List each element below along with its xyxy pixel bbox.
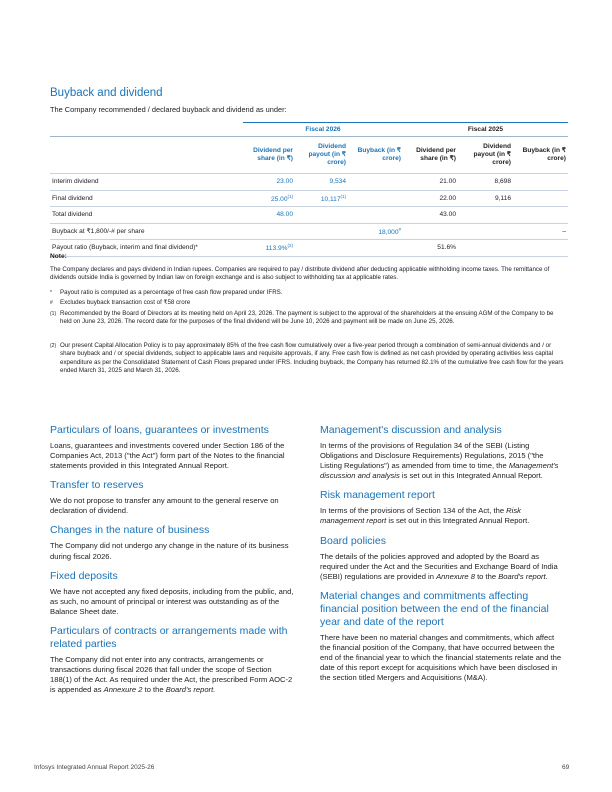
cell xyxy=(348,240,403,257)
cell: 48.00 xyxy=(243,207,295,224)
cell: 25.00$^{(1)}$ xyxy=(243,190,295,207)
para-reserves: We do not propose to transfer any amount to the general reserve on declaration of dividend. xyxy=(50,496,279,516)
footnote-text: Recommended by the Board of Directors at its meeting held on April 23, 2026. The payment is subject to the approval of the shareholders at the ensuing AGM of the Company to be held on June 23, 2026. The record date for the purposes of the final dividend will be June 10, 2026 and payment will be made on June 25, 2026. xyxy=(60,310,554,326)
col-payout-current: Dividend payout (in ₹ crore) xyxy=(295,137,348,174)
cell: 51.6% xyxy=(403,240,458,257)
cell: 23.00 xyxy=(243,174,295,191)
footnote-mark: (2) xyxy=(50,343,57,349)
footnote xyxy=(50,299,566,308)
cell xyxy=(513,240,568,257)
para-mda: In terms of the provisions of Regulation 34 of the SEBI (Listing Obligations and Disclosure Requirements) Regulations, 2015 ("the Listing Regulations") as amended from time to time, the Management's discussion and analysis is set out in this Integrated Annual Report. xyxy=(320,441,559,481)
table-row xyxy=(50,207,568,224)
para-board-policies: The details of the policies approved and adopted by the Board as required under the Act and the Securities and Exchange Board of India (SEBI) regulations are provided in Annexure 8 to the Board's report. xyxy=(320,551,558,581)
table-row xyxy=(50,174,568,191)
para-material-changes: There have been no material changes and commitments, which affect the financial position of the Company, that have occurred between the end of the financial year to which the financial statements relate and the date of this report except for acquisitions which have been disclosed in the section titled Mergers and Acquisitions (M&A). xyxy=(320,632,562,683)
row-label: Total dividend xyxy=(50,207,243,224)
section-title: Buyback and dividend xyxy=(50,87,163,99)
buyback-dividend-table xyxy=(50,122,568,257)
cell: 10,117$^{(1)}$ xyxy=(295,190,348,207)
table-row xyxy=(50,190,568,207)
cell: 21.00 xyxy=(403,174,458,191)
heading-related-parties: Particulars of contracts or arrangements made with related parties xyxy=(50,624,288,650)
para-risk: In terms of the provisions of Section 134 of the Act, the Risk management report is set out in this Integrated Annual Report. xyxy=(320,506,530,526)
footnote-text: Payout ratio is computed as a percentage of free cash flow prepared under IFRS. xyxy=(60,289,283,296)
cell xyxy=(458,240,513,257)
heading-material-changes: Material changes and commitments affecting financial position between the end of the financial year and date of the report xyxy=(320,589,549,628)
note-body: The Company declares and pays dividend in Indian rupees. Companies are required to pay / distribute dividend after deducting applicable withholding income taxes. The remittance of dividends outside India is governed by Indian law on foreign exchange and is also subject to withholding tax at applicable rates. xyxy=(50,266,550,282)
cell: 8,698 xyxy=(458,174,513,191)
col-buyback-current: Buyback (in ₹ crore) xyxy=(348,137,403,174)
cell xyxy=(348,190,403,207)
row-label: Final dividend xyxy=(50,190,243,207)
heading-mda: Management's discussion and analysis xyxy=(320,424,502,436)
row-label: Interim dividend xyxy=(50,174,243,191)
cell xyxy=(348,174,403,191)
heading-fixed-deposits: Fixed deposits xyxy=(50,569,118,582)
right-column xyxy=(320,424,564,691)
footnote-mark: (1) xyxy=(50,311,57,317)
footnote-text: Excludes buyback transaction cost of ₹58 crore xyxy=(60,299,191,306)
footnote-mark: * xyxy=(50,290,52,296)
row-label: Buyback at ₹1,800/-# per share xyxy=(50,223,243,240)
left-column xyxy=(50,424,294,703)
col-dps-current: Dividend per share (in ₹) xyxy=(243,137,295,174)
para-nature-business: The Company did not undergo any change in the nature of its business during fiscal 2026. xyxy=(50,541,289,561)
heading-nature-business: Changes in the nature of business xyxy=(50,524,210,537)
cell xyxy=(295,223,348,240)
col-buyback-previous: Buyback (in ₹ crore) xyxy=(513,137,568,174)
para-related-parties: The Company did not enter into any contracts, arrangements or transactions during fiscal 2026 that fall under the scope of Section 188(1) of the Act. As required under the Act, the prescribed Form AOC-2 is appended as Annexure 2 to the Board's report. xyxy=(50,654,293,695)
footnote xyxy=(50,289,566,298)
cell: 9,116 xyxy=(458,190,513,207)
note-title: Note: xyxy=(50,253,67,260)
cell: 9,534 xyxy=(295,174,348,191)
row-label: Payout ratio (Buyback, interim and final dividend)* xyxy=(50,240,243,257)
cell xyxy=(403,223,458,240)
cell: – xyxy=(513,223,568,240)
cell xyxy=(513,207,568,224)
cell: 43.00 xyxy=(403,207,458,224)
fiscal-2025-header: Fiscal 2025 xyxy=(403,123,568,137)
table-row xyxy=(50,240,568,257)
page-number: 69 xyxy=(562,764,570,771)
footnote-text: Our present Capital Allocation Policy is to pay approximately 85% of the free cash flow cumulatively over a five-year period through a combination of semi-annual dividends and / or share buyback and / or special dividends, subject to applicable laws and requisite approvals, if any. Free cash flow is defined as net cash provided by operating activities less capital expenditure as per the Consolidated Statement of Cash Flows prepared under IFRS. Including buyback, the Company has returned 82.1% of the cumulative free cash flow for the years ended March 31, 2025 and March 31, 2026. xyxy=(60,342,564,375)
cell: 18,000# xyxy=(348,223,403,240)
heading-board-policies: Board policies xyxy=(320,534,386,547)
footer-title: Infosys Integrated Annual Report 2025-26 xyxy=(34,764,155,771)
para-loans: Loans, guarantees and investments covered under Section 186 of the Companies Act, 2013 ("the Act") form part of the Notes to the financial statements provided in this Integrated Annual Report. xyxy=(50,441,285,471)
cell: 22.00 xyxy=(403,190,458,207)
footnote xyxy=(50,310,566,337)
fiscal-2026-header: Fiscal 2026 xyxy=(243,123,403,137)
heading-loans: Particulars of loans, guarantees or investments xyxy=(50,424,269,436)
cell xyxy=(458,223,513,240)
footnote-mark: # xyxy=(50,300,53,306)
cell: 113.9%$^{(2)}$ xyxy=(243,240,295,257)
cell xyxy=(243,223,295,240)
cell xyxy=(348,207,403,224)
cell xyxy=(295,207,348,224)
cell xyxy=(513,174,568,191)
col-dps-previous: Dividend per share (in ₹) xyxy=(403,137,458,174)
heading-reserves: Transfer to reserves xyxy=(50,479,144,492)
table-row xyxy=(50,223,568,240)
cell xyxy=(513,190,568,207)
para-fixed-deposits: We have not accepted any fixed deposits, including from the public, and, as such, no amount of principal or interest was outstanding as of the Balance Sheet date. xyxy=(50,586,294,616)
cell xyxy=(458,207,513,224)
col-payout-previous: Dividend payout (in ₹ crore) xyxy=(458,137,513,174)
heading-risk: Risk management report xyxy=(320,489,435,502)
cell xyxy=(295,240,348,257)
footnote xyxy=(50,342,566,378)
intro-text: The Company recommended / declared buyback and dividend as under: xyxy=(50,105,287,114)
